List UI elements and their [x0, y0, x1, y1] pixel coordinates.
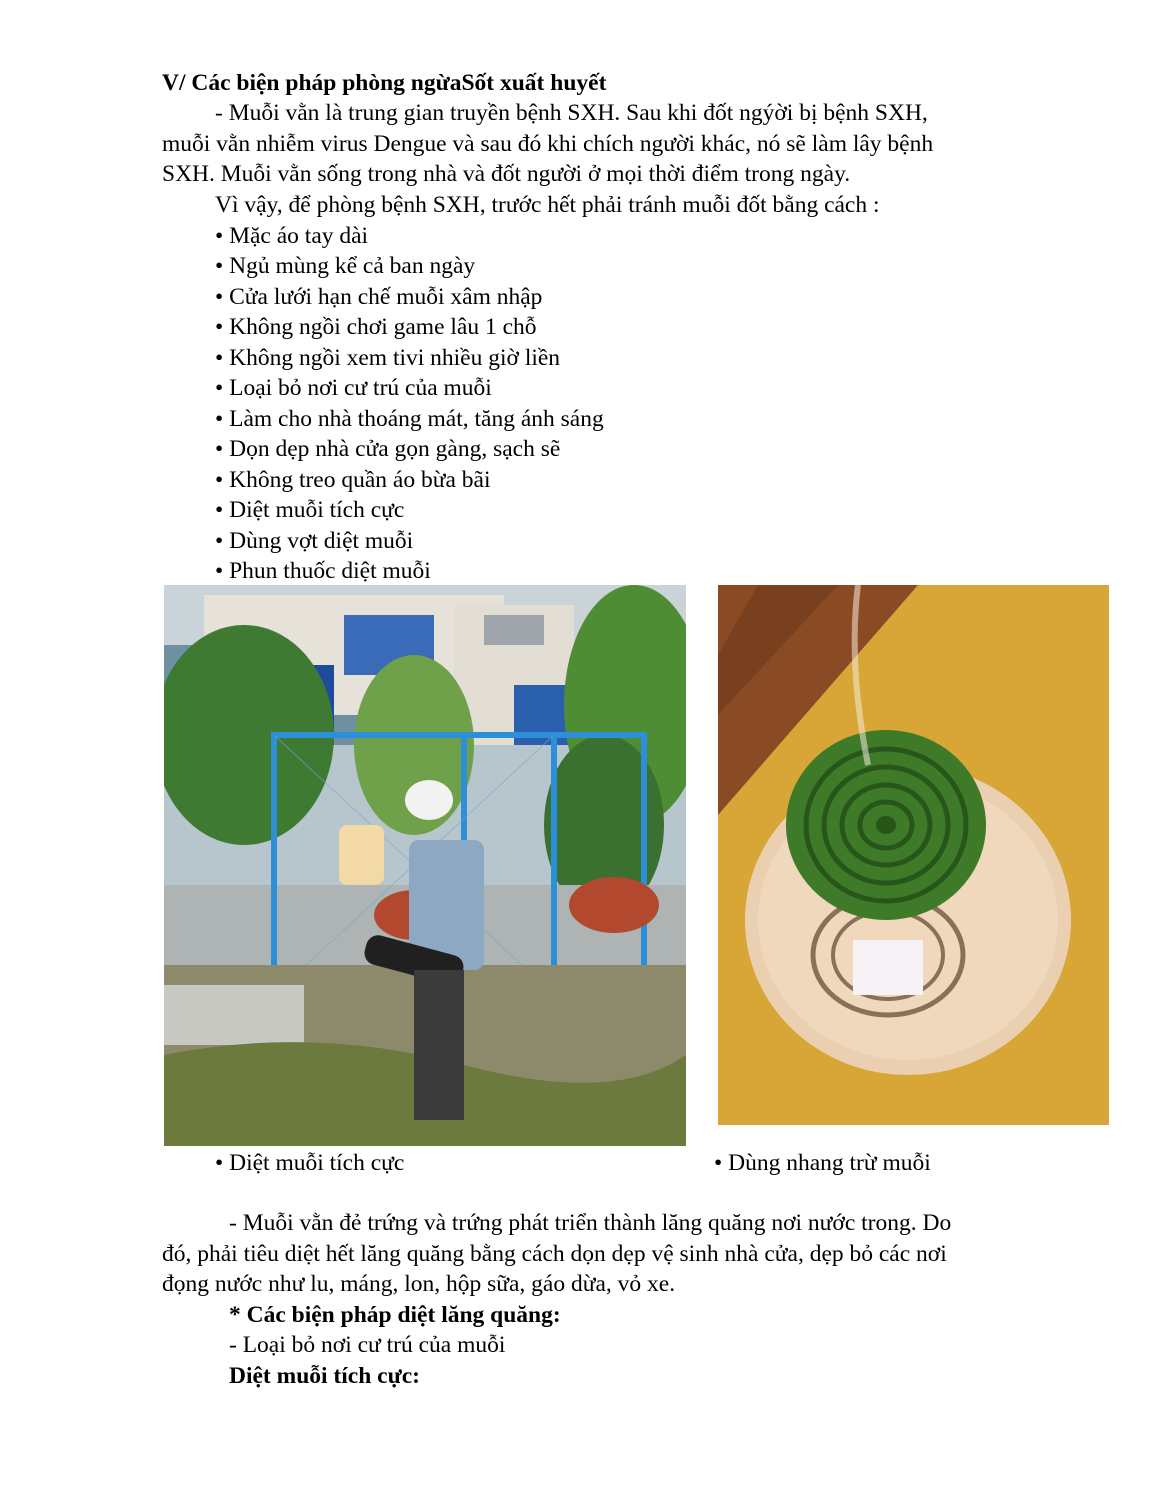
bullet-item: • Ngủ mùng kể cả ban ngày — [215, 251, 475, 281]
larvae-measure-item: - Loại bỏ nơi cư trú của muỗi — [229, 1332, 506, 1358]
section-heading: V/ Các biện pháp phòng ngừaSốt xuất huyết — [162, 70, 607, 96]
intro-line-2: muỗi vằn nhiễm virus Dengue và sau đó khi chích người khác, nó sẽ làm lây bệnh — [162, 131, 934, 157]
larvae-measures-heading: * Các biện pháp diệt lăng quăng: — [229, 1302, 561, 1328]
caption-left: • Diệt muỗi tích cực — [215, 1148, 404, 1178]
bullet-item: • Diệt muỗi tích cực — [215, 495, 404, 525]
bullet-item: • Không ngồi xem tivi nhiều giờ liền — [215, 343, 560, 373]
bullet-item: • Loại bỏ nơi cư trú của muỗi — [215, 373, 492, 403]
larvae-line-3: đọng nước như lu, máng, lon, hộp sữa, gáo dừa, vỏ xe. — [162, 1271, 676, 1297]
larvae-line-2: đó, phải tiêu diệt hết lăng quăng bằng cách dọn dẹp vệ sinh nhà cửa, dẹp bỏ các nơi — [162, 1241, 947, 1267]
mosquito-coil-photo — [718, 585, 1109, 1125]
bullet-item: • Dọn dẹp nhà cửa gọn gàng, sạch sẽ — [215, 434, 560, 464]
bullet-item: • Dùng vợt diệt muỗi — [215, 526, 413, 556]
bullet-item: • Không treo quần áo bừa bãi — [215, 465, 490, 495]
intro-line-4: Vì vậy, để phòng bệnh SXH, trước hết phải tránh muỗi đốt bằng cách : — [215, 192, 880, 218]
spraying-photo — [164, 585, 686, 1146]
caption-right: • Dùng nhang trừ muỗi — [714, 1148, 931, 1178]
bullet-item: • Làm cho nhà thoáng mát, tăng ánh sáng — [215, 404, 604, 434]
bullet-item: • Mặc áo tay dài — [215, 221, 368, 251]
intro-line-3: SXH. Muỗi vằn sống trong nhà và đốt người ở mọi thời điểm trong ngày. — [162, 161, 851, 187]
bullet-item: • Không ngồi chơi game lâu 1 chỗ — [215, 312, 537, 342]
final-heading: Diệt muỗi tích cực: — [229, 1363, 420, 1389]
bullet-item: • Phun thuốc diệt muỗi — [215, 556, 431, 586]
intro-line-1: - Muỗi vằn là trung gian truyền bệnh SXH. Sau khi đốt ngýời bị bệnh SXH, — [215, 100, 928, 126]
bullet-item: • Cửa lưới hạn chế muỗi xâm nhập — [215, 282, 542, 312]
larvae-line-1: - Muỗi vằn đẻ trứng và trứng phát triển thành lăng quăng nơi nước trong. Do — [229, 1210, 952, 1236]
